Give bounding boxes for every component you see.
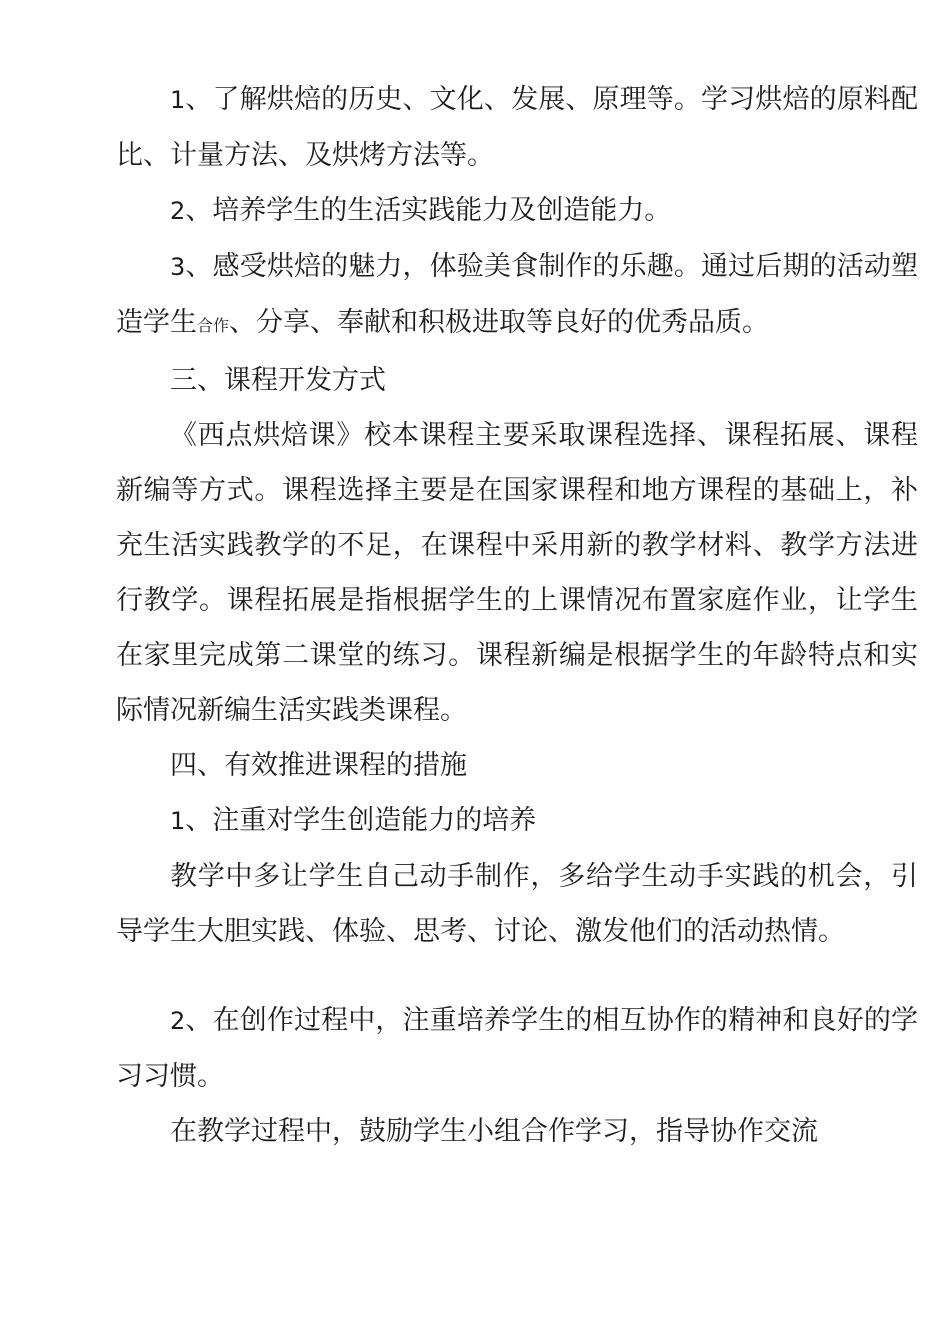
objective-2 (116, 183, 918, 239)
objective-2-text: 、培养学生的生活实践能力及创造能力。 (185, 195, 672, 226)
objective-3-text-after: 、分享、奉献和积极进取等良好的优秀品质。 (229, 307, 770, 338)
objective-3-number: 3 (170, 253, 186, 281)
objective-3 (116, 239, 918, 353)
objective-2-number: 2 (170, 197, 186, 225)
objective-1-number: 1 (170, 86, 186, 114)
measure-2-text: 、在创作过程中，注重培养学生的相互协作的精神和良好的学习习惯。 (116, 1005, 918, 1092)
paragraph-gap (116, 959, 918, 993)
measure-1-heading (116, 793, 918, 849)
section-heading-4: 四、有效推进课程的措施 (170, 750, 467, 781)
measure-2-heading (116, 993, 918, 1104)
section-heading-3: 三、课程开发方式 (170, 365, 386, 396)
measure-2-number: 2 (170, 1007, 186, 1035)
measure-2-paragraph: 在教学过程中，鼓励学生小组合作学习，指导协作交流 (170, 1116, 818, 1147)
objective-1 (116, 72, 918, 183)
objective-3-small-text: 合作 (197, 316, 230, 335)
objective-3-text-before: 、感受烘焙的魅力，体验美食制作的乐趣。通过后期的活动塑造学生 (116, 251, 918, 338)
objective-1-text: 、了解烘焙的历史、文化、发展、原理等。学习烘焙的原料配比、计量方法、及烘烤方法等。 (116, 84, 918, 171)
development-paragraph: 《西点烘焙课》校本课程主要采取课程选择、课程拓展、课程新编等方式。课程选择主要是在国家课程和地方课程的基础上，补充生活实践教学的不足，在课程中采用新的教学材料、教学方法进行教学。课程拓展是指根据学生的上课情况布置家庭作业，让学生在家里完成第二课堂的练习。课程新编是根据学生的年龄特点和实际情况新编生活实践类课程。 (116, 420, 918, 726)
measure-1-paragraph: 教学中多让学生自己动手制作，多给学生动手实践的机会，引导学生大胆实践、体验、思考、讨论、激发他们的活动热情。 (116, 861, 918, 947)
measure-1-number: 1 (170, 807, 186, 835)
measure-1-text: 、注重对学生创造能力的培养 (185, 805, 537, 836)
